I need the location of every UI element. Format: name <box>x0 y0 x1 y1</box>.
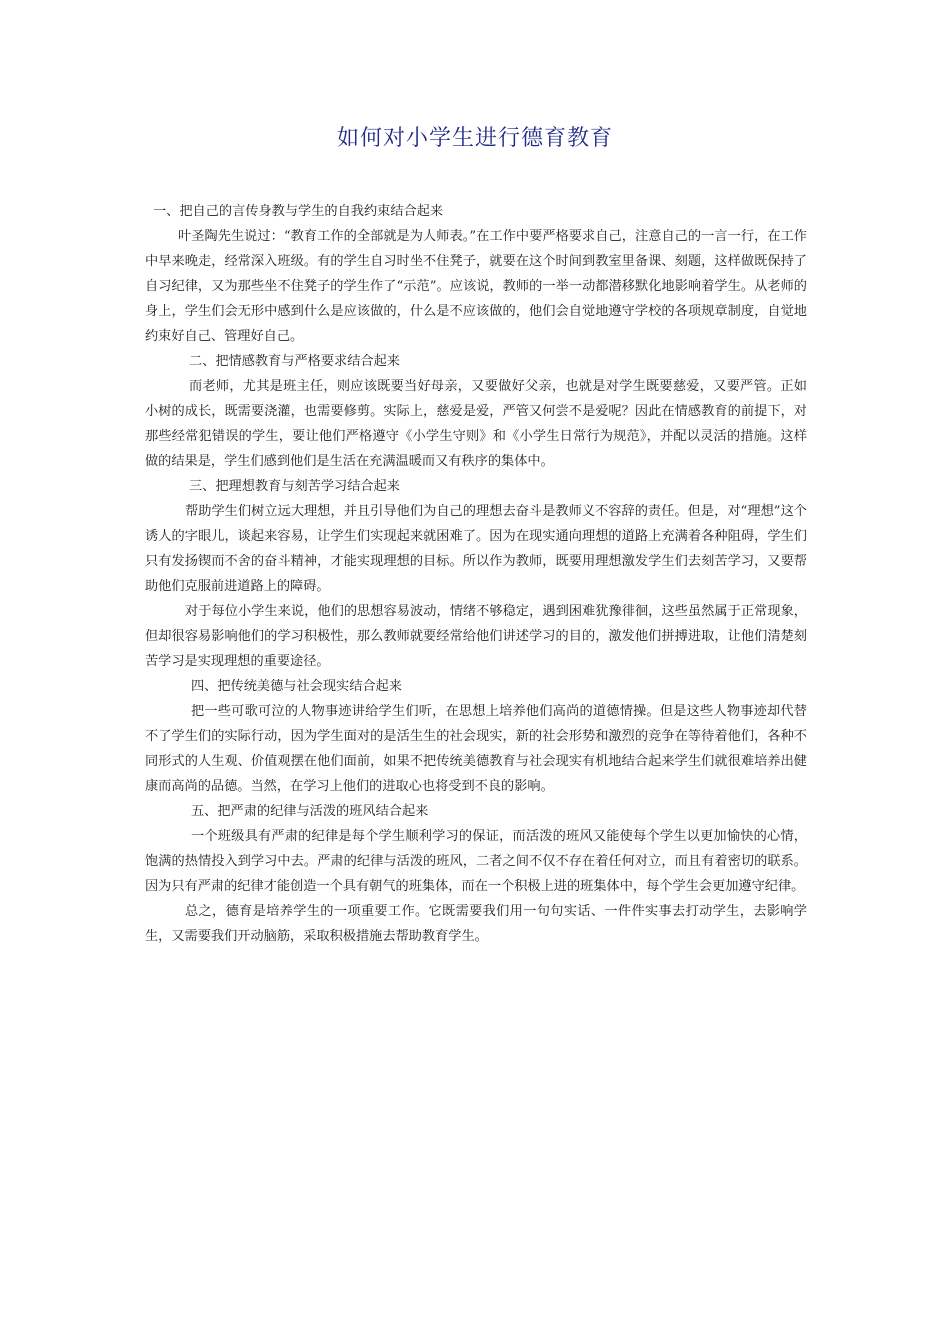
conclusion-paragraph: 总之，德育是培养学生的一项重要工作。它既需要我们用一句句实话、一件件实事去打动学生，去影响学生，又需要我们开动脑筋，采取积极措施去帮助教育学生。 <box>145 904 807 944</box>
section-1-paragraph: 叶圣陶先生说过：“教育工作的全部就是为人师表。”在工作中要严格要求自己，注意自己的一言一行，在工作中早来晚走，经常深入班级。有的学生自习时坐不住凳子，就要在这个时间到教室里备课、刻题，这样做既保持了自习纪律，又为那些坐不住凳子的学生作了“示范”。应该说，教师的一举一动都潜移默化地影响着学生。从老师的身上，学生们会无形中感到什么是应该做的，什么是不应该做的，他们会自觉地遵守学校的各项规章制度，自觉地约束好自己、管理好自己。 <box>145 229 807 344</box>
section-3-paragraph-1: 帮助学生们树立远大理想，并且引导他们为自己的理想去奋斗是教师义不容辞的责任。但是，对“理想”这个诱人的字眼儿，谈起来容易，让学生们实现起来就困难了。因为在现实通向理想的道路上充满着各种阻碍，学生们只有发扬锲而不舍的奋斗精神，才能实现理想的目标。所以作为教师，既要用理想激发学生们去刻苦学习，又要帮助他们克服前进道路上的障碍。 <box>145 504 807 594</box>
section-5-paragraph: 一个班级具有严肃的纪律是每个学生顺利学习的保证，而活泼的班风又能使每个学生以更加愉快的心情，饱满的热情投入到学习中去。严肃的纪律与活泼的班风，二者之间不仅不存在着任何对立，而且有着密切的联系。因为只有严肃的纪律才能创造一个具有朝气的班集体，而在一个积极上进的班集体中，每个学生会更加遵守纪律。 <box>145 829 807 894</box>
section-heading-1: 一、把自己的言传身教与学生的自我约束结合起来 <box>153 204 444 219</box>
document-body <box>145 199 807 949</box>
section-2-paragraph: 而老师，尤其是班主任，则应该既要当好母亲，又要做好父亲，也就是对学生既要慈爱，又要严管。正如小树的成长，既需要浇灌，也需要修剪。实际上，慈爱是爱，严管又何尝不是爱呢？因此在情感教育的前提下，对那些经常犯错误的学生，要让他们严格遵守《小学生守则》和《小学生日常行为规范》，并配以灵活的措施。这样做的结果是，学生们感到他们是生活在充满温暖而又有秩序的集体中。 <box>145 379 807 469</box>
section-heading-2: 二、把情感教育与严格要求结合起来 <box>189 354 400 369</box>
section-4-paragraph: 把一些可歌可泣的人物事迹讲给学生们听，在思想上培养他们高尚的道德情操。但是这些人物事迹却代替不了学生们的实际行动，因为学生面对的是活生生的社会现实，新的社会形势和激烈的竞争在等待着他们，各种不同形式的人生观、价值观摆在他们面前，如果不把传统美德教育与社会现实有机地结合起来学生们就很难培养出健康而高尚的品德。当然，在学习上他们的进取心也将受到不良的影响。 <box>145 704 807 794</box>
section-heading-4: 四、把传统美德与社会现实结合起来 <box>191 679 402 694</box>
page-title: 如何对小学生进行德育教育 <box>336 126 613 151</box>
section-3-paragraph-2: 对于每位小学生来说，他们的思想容易波动，情绪不够稳定，遇到困难犹豫徘徊，这些虽然属于正常现象，但却很容易影响他们的学习积极性，那么教师就要经常给他们讲述学习的目的，激发他们拼搏进取，让他们清楚刻苦学习是实现理想的重要途径。 <box>145 604 807 669</box>
section-heading-5: 五、把严肃的纪律与活泼的班风结合起来 <box>191 804 429 819</box>
section-heading-3: 三、把理想教育与刻苦学习结合起来 <box>189 479 400 494</box>
